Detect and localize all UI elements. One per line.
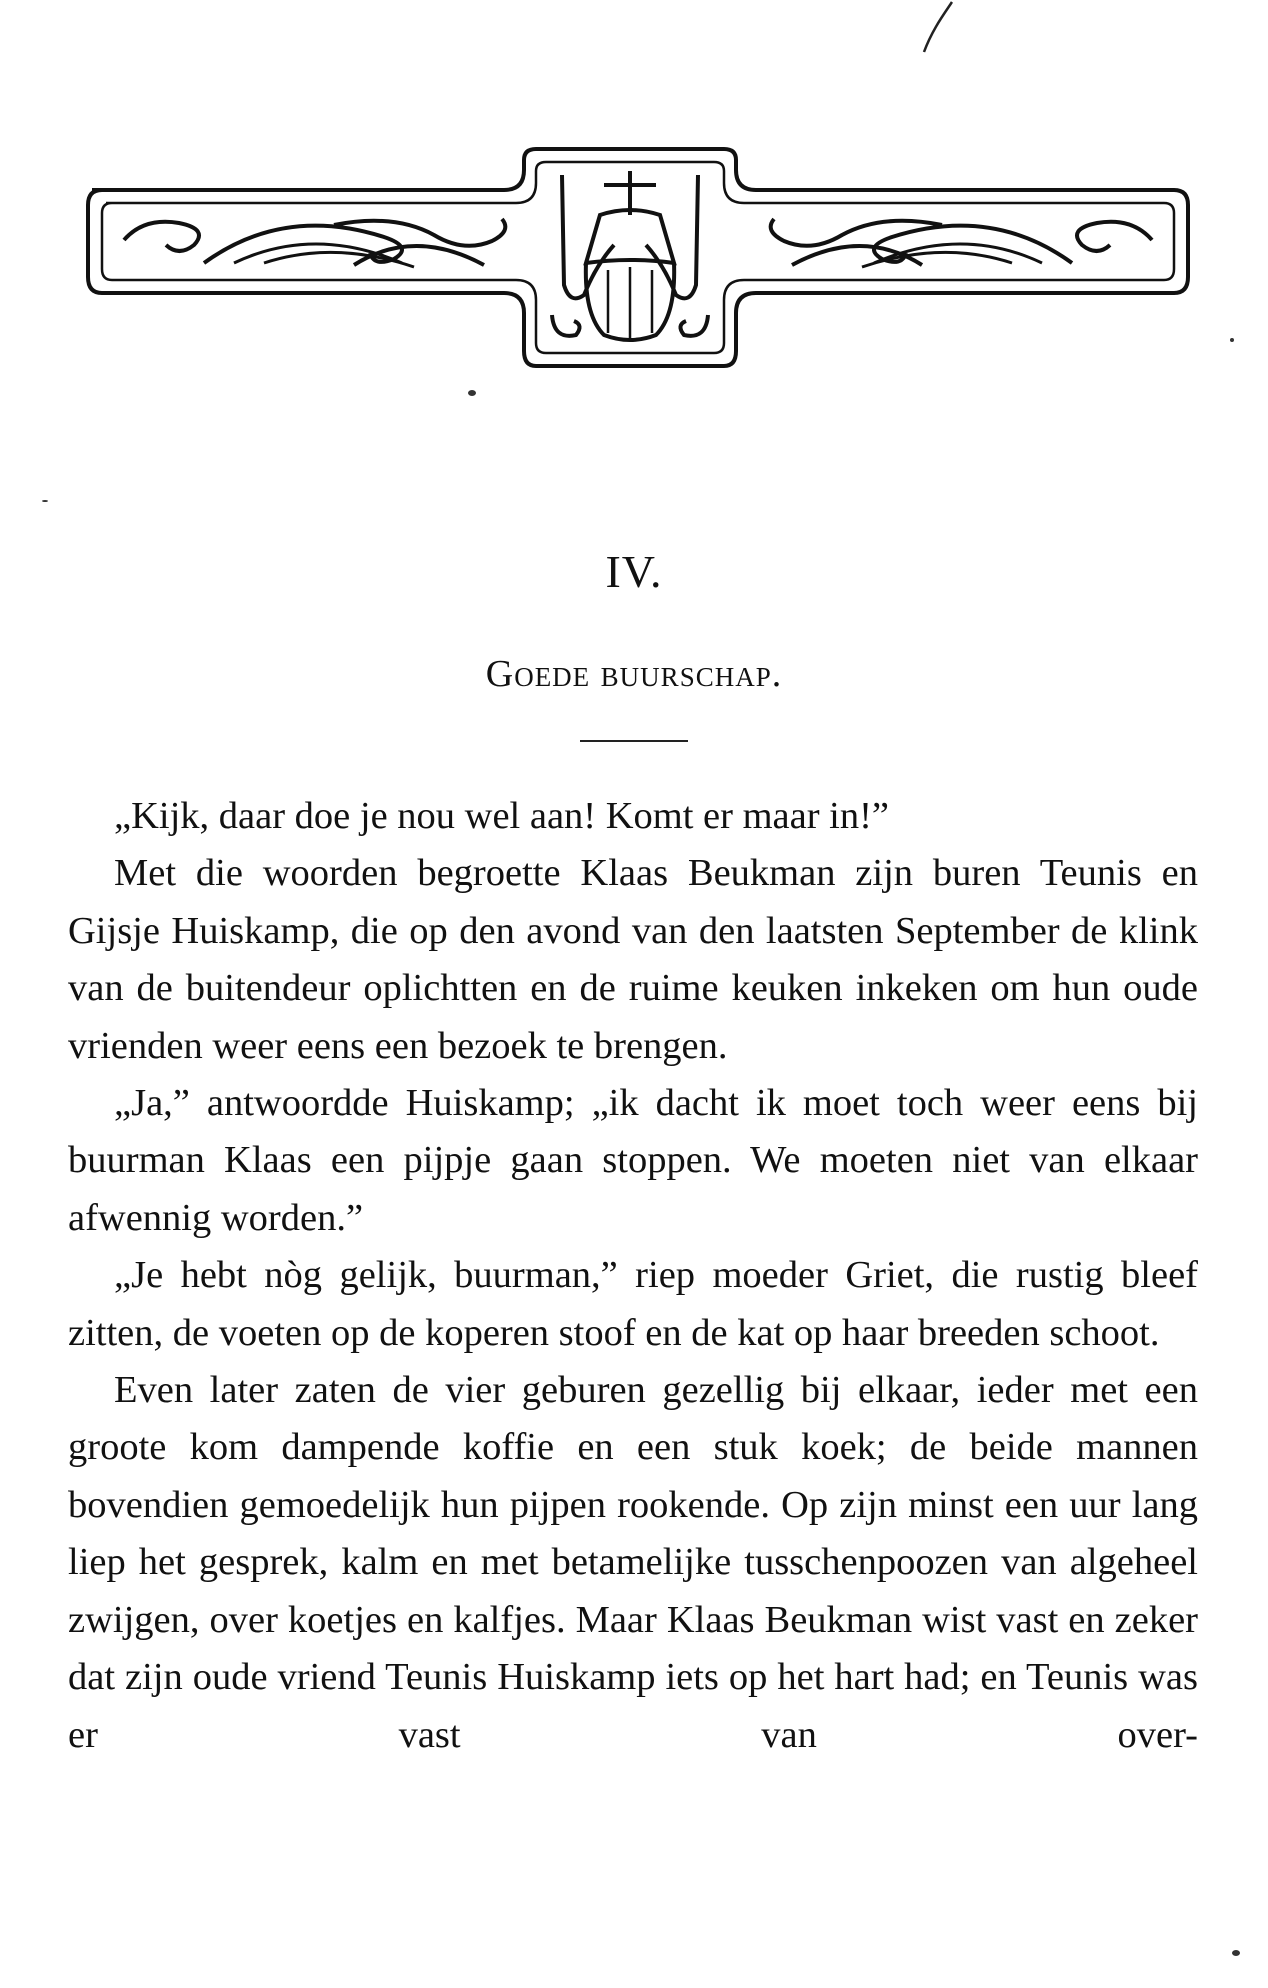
chapter-number: IV.	[605, 546, 663, 597]
chapter-body	[68, 788, 1198, 1764]
title-divider	[580, 740, 688, 742]
paragraph: Met die woorden begroette Klaas Beukman zijn buren Teunis en Gijsje Huiskamp, die op den avond van den laatsten September de klink van de buitendeur oplichtten en de ruime keuken inkeken om hun oude vrienden weer eens een bezoek te brengen.	[68, 852, 1198, 1067]
paragraph: „Ja,” antwoordde Huiskamp; „ik dacht ik moet toch weer eens bij buurman Klaas een pijpje gaan stoppen. We moeten niet van elkaar afwennig worden.”	[68, 1082, 1198, 1239]
scan-speck	[1230, 338, 1234, 342]
scan-speck	[468, 390, 476, 396]
paragraph: „Je hebt nòg gelijk, buurman,” riep moeder Griet, die rustig bleef zitten, de voeten op de koperen stoof en de kat op haar breeden schoot.	[68, 1254, 1198, 1354]
art-nouveau-ornament-icon	[84, 145, 1192, 370]
scan-speck	[1232, 1950, 1240, 1956]
pencil-mark-icon	[918, 0, 958, 56]
paragraph: „Kijk, daar doe je nou wel aan! Komt er maar in!”	[114, 795, 890, 837]
chapter-title: Goede buurschap.	[485, 653, 783, 695]
scan-speck	[42, 500, 48, 502]
paragraph: Even later zaten de vier geburen gezellig bij elkaar, ieder met een groote kom dampende koffie en een stuk koek; de beide mannen bovendien gemoedelijk hun pijpen rookende. Op zijn minst een uur lang liep het gesprek, kalm en met betamelijke tusschenpoozen van algeheel zwijgen, over koetjes en kalfjes. Maar Klaas Beukman wist vast en zeker dat zijn oude vriend Teunis Huiskamp iets op het hart had; en Teunis was er vast van over-	[68, 1369, 1198, 1756]
